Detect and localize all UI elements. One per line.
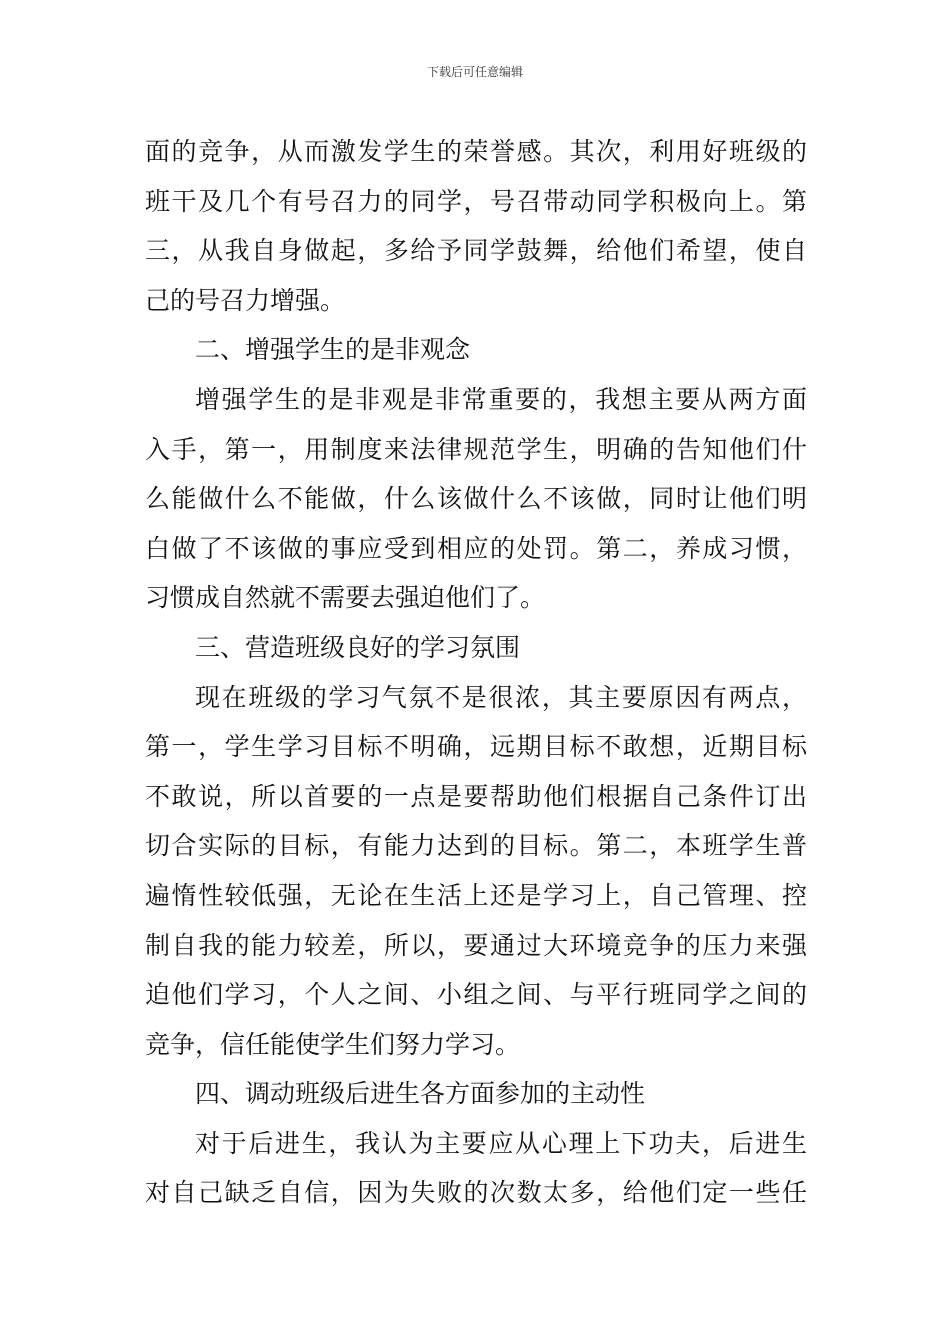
paragraph-line: 第一，学生学习目标不明确，远期目标不敢想，近期目标: [145, 732, 807, 762]
paragraph-line: 己的号召力增强。: [145, 285, 346, 315]
paragraph-line: 白做了不该做的事应受到相应的处罚。第二，养成习惯，: [145, 533, 807, 563]
section-heading: 四、调动班级后进生各方面参加的主动性: [195, 1079, 646, 1109]
paragraph-line: 迫他们学习，个人之间、小组之间、与平行班同学之间的: [145, 980, 807, 1010]
paragraph-line: 入手，第一，用制度来法律规范学生，明确的告知他们什: [145, 434, 807, 464]
paragraph-line: 现在班级的学习气氛不是很浓，其主要原因有两点，: [195, 682, 807, 712]
paragraph-line: 对于后进生，我认为主要应从心理上下功夫，后进生: [195, 1128, 807, 1158]
paragraph-line: 班干及几个有号召力的同学，号召带动同学积极向上。第: [145, 186, 807, 216]
paragraph-line: 习惯成自然就不需要去强迫他们了。: [145, 583, 546, 613]
paragraph-line: 不敢说，所以首要的一点是要帮助他们根据自己条件订出: [145, 781, 807, 811]
paragraph-line: 制自我的能力较差，所以，要通过大环境竞争的压力来强: [145, 930, 807, 960]
section-heading: 二、增强学生的是非观念: [195, 335, 471, 365]
section-heading: 三、营造班级良好的学习氛围: [195, 632, 521, 662]
page-header: 下载后可任意编辑: [426, 65, 523, 79]
paragraph-line: 竞争，信任能使学生们努力学习。: [145, 1029, 521, 1059]
paragraph-line: 三，从我自身做起，多给予同学鼓舞，给他们希望，使自: [145, 236, 807, 266]
paragraph-line: 对自己缺乏自信，因为失败的次数太多，给他们定一些任: [145, 1178, 807, 1208]
paragraph-line: 么能做什么不能做，什么该做什么不该做，同时让他们明: [145, 484, 807, 514]
paragraph-line: 切合实际的目标，有能力达到的目标。第二，本班学生普: [145, 831, 807, 861]
paragraph-line: 增强学生的是非观是非常重要的，我想主要从两方面: [195, 384, 807, 414]
document-body: [145, 127, 807, 1218]
paragraph-line: 面的竞争，从而激发学生的荣誉感。其次，利用好班级的: [145, 137, 807, 166]
paragraph-line: 遍惰性较低强，无论在生活上还是学习上，自己管理、控: [145, 880, 807, 910]
